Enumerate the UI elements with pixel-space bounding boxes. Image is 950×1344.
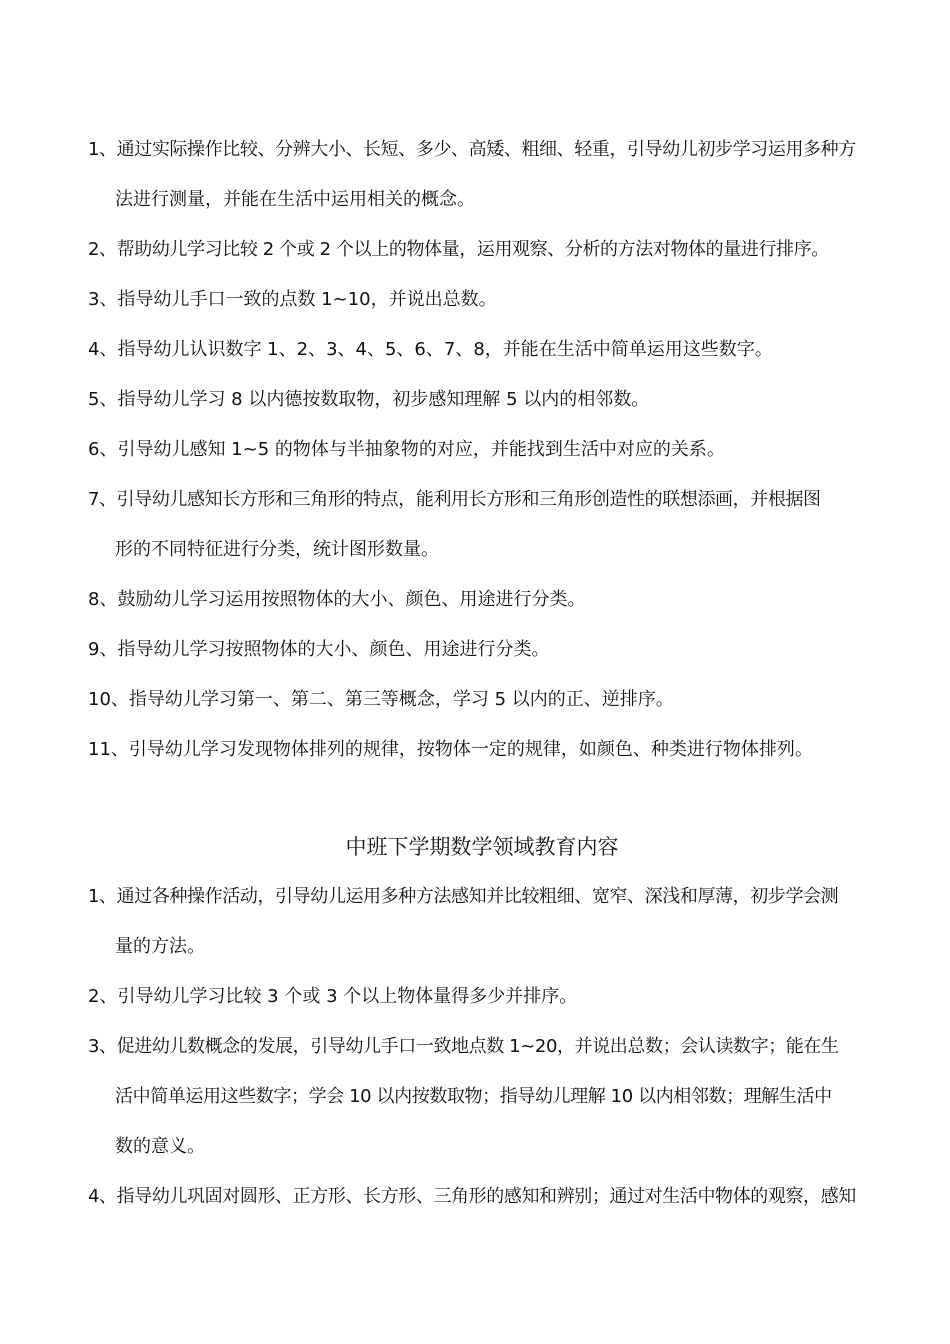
s2-item-4-line-1: 4、指导幼儿巩固对圆形、正方形、长方形、三角形的感知和辨别；通过对生活中物体的观察，感知 xyxy=(88,1186,856,1207)
s1-item-5: 5、指导幼儿学习 8 以内德按数取物，初步感知理解 5 以内的相邻数。 xyxy=(88,389,650,410)
s1-item-8: 8、鼓励幼儿学习运用按照物体的大小、颜色、用途进行分类。 xyxy=(88,589,586,610)
s1-item-4: 4、指导幼儿认识数字 1、2、3、4、5、6、7、8，并能在生活中简单运用这些数字。 xyxy=(88,339,773,360)
s1-item-2: 2、帮助幼儿学习比较 2 个或 2 个以上的物体量，运用观察、分析的方法对物体的量进行排序。 xyxy=(88,239,829,260)
s1-item-7-line-2: 形的不同特征进行分类，统计图形数量。 xyxy=(115,539,439,560)
s2-item-3-line-2: 活中简单运用这些数字；学会 10 以内按数取物；指导幼儿理解 10 以内相邻数；理解生活中 xyxy=(115,1086,832,1107)
s2-item-2: 2、引导幼儿学习比较 3 个或 3 个以上物体量得多少并排序。 xyxy=(88,986,578,1007)
s2-item-1-line-2: 量的方法。 xyxy=(115,936,205,957)
s1-item-10: 10、指导幼儿学习第一、第二、第三等概念，学习 5 以内的正、逆排序。 xyxy=(88,689,674,710)
s2-item-3-line-3: 数的意义。 xyxy=(115,1136,205,1157)
s1-item-11: 11、引导幼儿学习发现物体排列的规律，按物体一定的规律，如颜色、种类进行物体排列。 xyxy=(88,739,813,760)
s2-item-1-line-1: 1、通过各种操作活动，引导幼儿运用多种方法感知并比较粗细、宽窄、深浅和厚薄，初步学会测 xyxy=(88,886,839,907)
s1-item-1-line-2: 法进行测量，并能在生活中运用相关的概念。 xyxy=(115,189,475,210)
s1-item-3: 3、指导幼儿手口一致的点数 1~10，并说出总数。 xyxy=(88,289,497,310)
s1-item-6: 6、引导幼儿感知 1~5 的物体与半抽象物的对应，并能找到生活中对应的关系。 xyxy=(88,439,725,460)
s1-item-7-line-1: 7、引导幼儿感知长方形和三角形的特点，能利用长方形和三角形创造性的联想添画，并根据图 xyxy=(88,489,821,510)
s1-item-9: 9、指导幼儿学习按照物体的大小、颜色、用途进行分类。 xyxy=(88,639,550,660)
section-title: 中班下学期数学领域教育内容 xyxy=(345,835,619,859)
s1-item-1-line-1: 1、通过实际操作比较、分辨大小、长短、多少、高矮、粗细、轻重，引导幼儿初步学习运用多种方 xyxy=(88,139,856,160)
s2-item-3-line-1: 3、促进幼儿数概念的发展，引导幼儿手口一致地点数 1~20，并说出总数；会认读数字；能在生 xyxy=(88,1036,839,1057)
